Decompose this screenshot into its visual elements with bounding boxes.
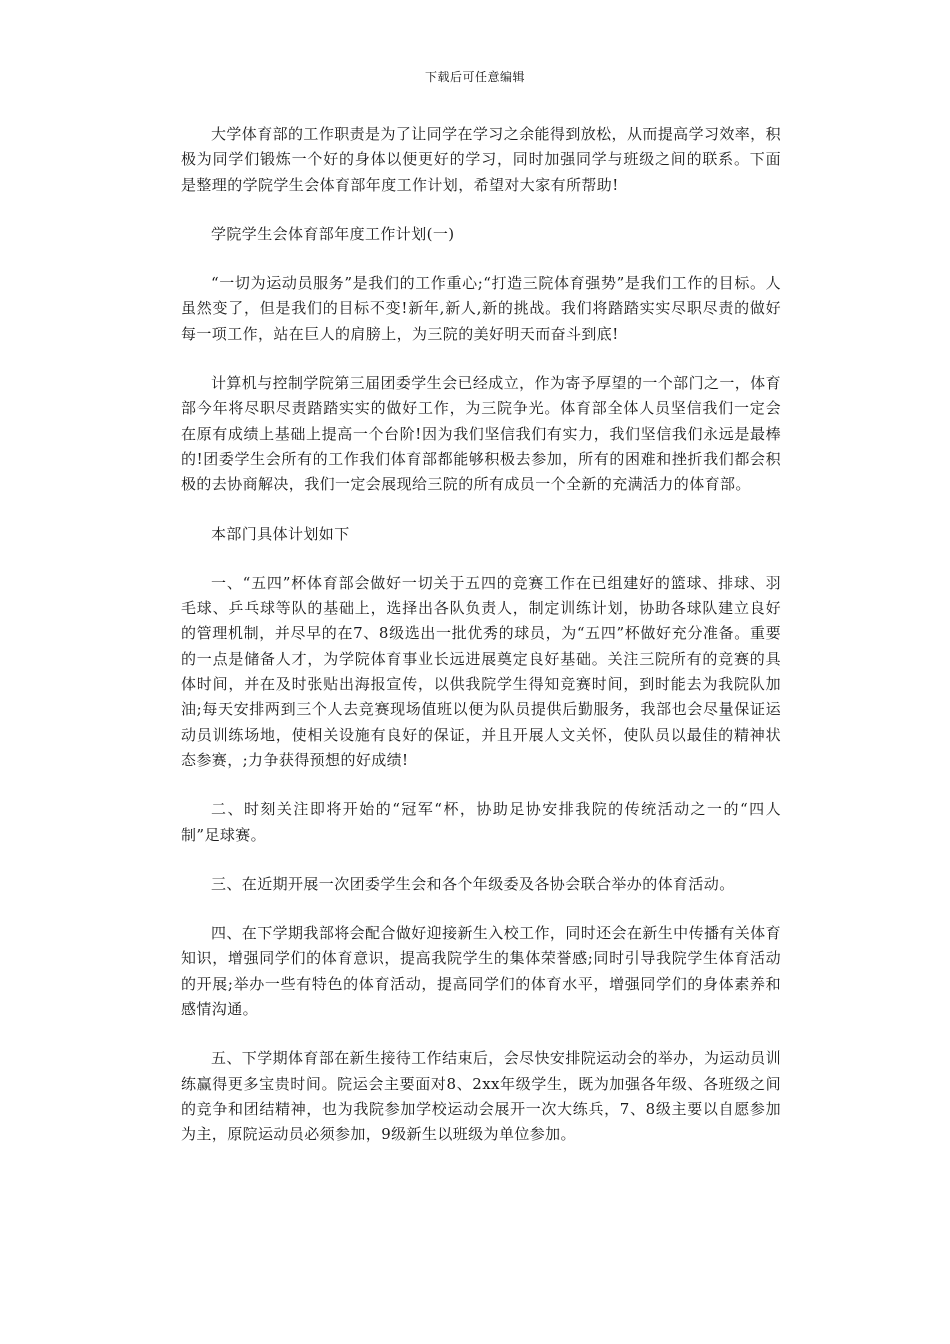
header-note: 下载后可任意编辑 — [424, 70, 525, 84]
body-paragraph: “一切为运动员服务”是我们的工作重心;“打造三院体育强势”是我们工作的目标。人虽然变了，但是我们的目标不变!新年,新人,新的挑战。我们将踏踏实实尽职尽责的做好每一项工作，站在巨人的肩膀上，为三院的美好明天而奋斗到底! — [181, 274, 781, 343]
plan-heading: 本部门具体计划如下 — [211, 524, 350, 543]
plan-item-3: 三、在近期开展一次团委学生会和各个年级委及各协会联合举办的体育活动。 — [211, 874, 735, 893]
intro-paragraph: 大学体育部的工作职责是为了让同学在学习之余能得到放松，从而提高学习效率，积极为同学们锻炼一个好的身体以便更好的学习，同时加强同学与班级之间的联系。下面是整理的学院学生会体育部年度工作计划，希望对大家有所帮助! — [181, 125, 781, 194]
plan-item-2: 二、时刻关注即将开始的“冠军“杯，协助足协安排我院的传统活动之一的“四人制”足球赛。 — [181, 800, 781, 844]
plan-item-1: 一、“五四”杯体育部会做好一切关于五四的竞赛工作在已组建好的篮球、排球、羽毛球、乒乓球等队的基础上，选择出各队负责人，制定训练计划，协助各球队建立良好的管理机制，并尽早的在7、8级选出一批优秀的球员，为“五四”杯做好充分准备。重要的一点是储备人才，为学院体育事业长远进展奠定良好基础。关注三院所有的竞赛的具体时间，并在及时张贴出海报宣传，以供我院学生得知竞赛时间，到时能去为我院队加油;每天安排两到三个人去竞赛现场值班以便为队员提供后勤服务，我部也会尽量保证运动员训练场地，使相关设施有良好的保证，并且开展人文关怀，使队员以最佳的精神状态参赛，;力争获得预想的好成绩! — [181, 573, 781, 769]
document-body — [181, 122, 781, 1172]
plan-item-4: 四、在下学期我部将会配合做好迎接新生入校工作，同时还会在新生中传播有关体育知识，增强同学们的体育意识，提高我院学生的集体荣誉感;同时引导我院学生体育活动的开展;举办一些有特色的体育活动，提高同学们的体育水平，增强同学们的身体素养和感情沟通。 — [181, 924, 781, 1019]
section-title: 学院学生会体育部年度工作计划(一) — [211, 224, 455, 243]
body-paragraph: 计算机与控制学院第三届团委学生会已经成立，作为寄予厚望的一个部门之一，体育部今年将尽职尽责踏踏实实的做好工作，为三院争光。体育部全体人员坚信我们一定会在原有成绩上基础上提高一个台阶!因为我们坚信我们有实力，我们坚信我们永远是最棒的!团委学生会所有的工作我们体育部都能够积极去参加，所有的困难和挫折我们都会积极的去协商解决，我们一定会展现给三院的所有成员一个全新的充满活力的体育部。 — [181, 374, 781, 494]
plan-item-5: 五、下学期体育部在新生接待工作结束后，会尽快安排院运动会的举办，为运动员训练赢得更多宝贵时间。院运会主要面对8、2xx年级学生，既为加强各年级、各班级之间的竞争和团结精神，也为我院参加学校运动会展开一次大练兵，7、8级主要以自愿参加为主，原院运动员必须参加，9级新生以班级为单位参加。 — [181, 1049, 781, 1144]
